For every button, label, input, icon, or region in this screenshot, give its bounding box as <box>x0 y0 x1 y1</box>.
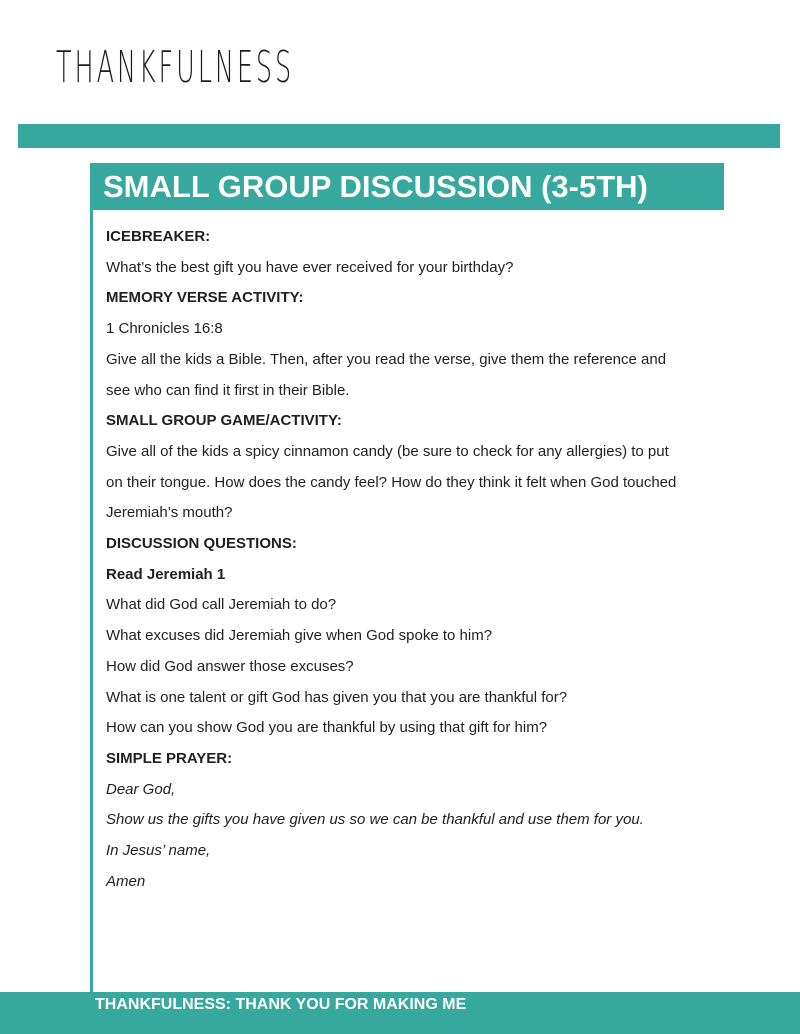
section-header <box>90 163 724 210</box>
prayer-line: In Jesus’ name, <box>106 842 211 860</box>
memory-verse-text: see who can find it first in their Bible. <box>106 381 350 399</box>
prayer-line: Amen <box>106 872 146 890</box>
discussion-question: What excuses did Jeremiah give when God spoke to him? <box>106 627 493 645</box>
brand-title: THANKFULNESS <box>56 42 295 93</box>
prayer-line: Dear God, <box>106 780 176 798</box>
section-title: SMALL GROUP DISCUSSION (3-5TH) <box>103 169 648 204</box>
footer-band <box>0 992 800 1034</box>
memory-verse-text: Give all the kids a Bible. Then, after you read the verse, give them the reference and <box>106 350 667 368</box>
discussion-question: How can you show God you are thankful by using that gift for him? <box>106 719 548 737</box>
game-text: on their tongue. How does the candy feel? How do they think it felt when God touched <box>106 473 677 491</box>
discussion-question: How did God answer those excuses? <box>106 657 354 675</box>
icebreaker-text: What’s the best gift you have ever received for your birthday? <box>106 258 514 276</box>
discussion-question: What is one talent or gift God has given you that you are thankful for? <box>106 688 568 706</box>
game-text: Jeremiah’s mouth? <box>106 504 233 522</box>
prayer-line: Show us the gifts you have given us so we can be thankful and use them for you. <box>106 811 644 829</box>
memory-verse-reference: 1 Chronicles 16:8 <box>106 320 223 338</box>
reading-reference: Read Jeremiah 1 <box>106 565 226 583</box>
prayer-heading: SIMPLE PRAYER: <box>106 749 233 767</box>
footer-text: THANKFULNESS: THANK YOU FOR MAKING ME <box>95 996 467 1013</box>
discussion-question: What did God call Jeremiah to do? <box>106 596 337 614</box>
discussion-content <box>106 222 726 897</box>
game-text: Give all of the kids a spicy cinnamon candy (be sure to check for any allergies) to put <box>106 442 669 460</box>
game-heading: SMALL GROUP GAME/ACTIVITY: <box>106 412 342 430</box>
icebreaker-heading: ICEBREAKER: <box>106 228 211 245</box>
discussion-heading: DISCUSSION QUESTIONS: <box>106 535 297 553</box>
left-accent-rule <box>90 163 93 1003</box>
top-accent-band <box>18 124 780 148</box>
memory-verse-heading: MEMORY VERSE ACTIVITY: <box>106 289 304 307</box>
